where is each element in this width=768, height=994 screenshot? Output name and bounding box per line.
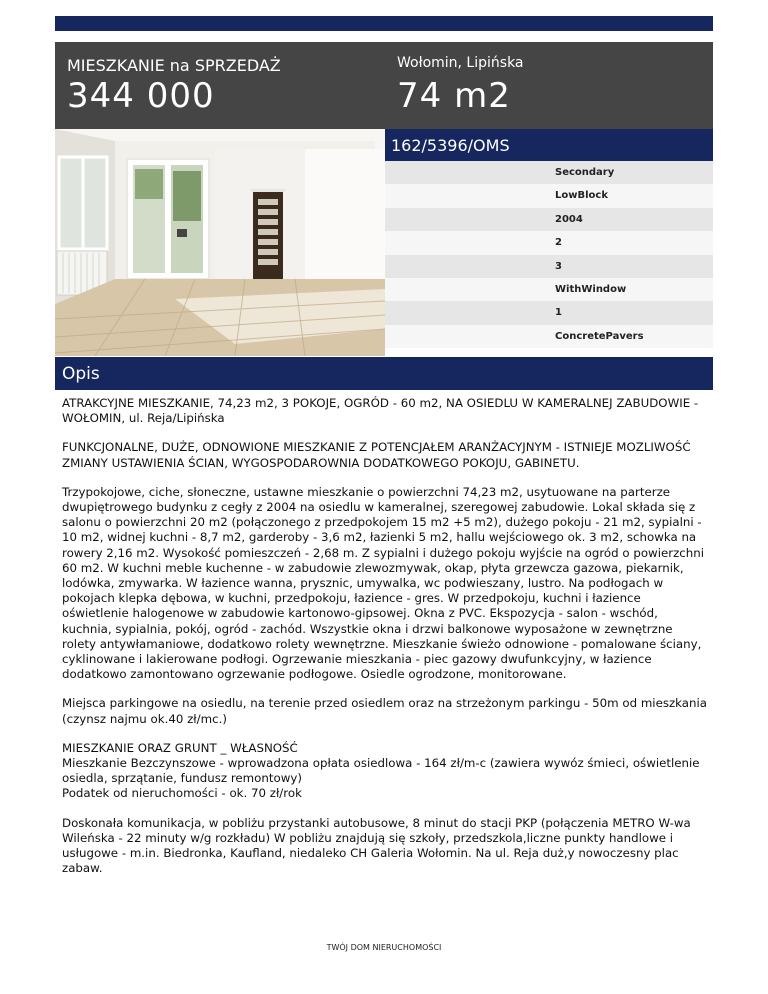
param-row-year <box>385 208 713 231</box>
price: 344 000 <box>67 76 215 116</box>
property-photo <box>55 129 385 356</box>
description-paragraph: Doskonała komunikacja, w pobliżu przystanki autobusowe, 8 minut do stacji PKP (połączenia METRO W-wa Wileńska - 22 minuty w/g rozkładu) W pobliżu znajdują się szkoły, przedszkola,liczne punkty handlowe i usługowe - m.in. Biedronka, Kaufland, niedaleko CH Galeria Wołomin. Na ul. Reja duż,y nowoczesny plac zabaw. <box>62 815 691 876</box>
description-paragraph: FUNKCJONALNE, DUŻE, ODNOWIONE MIESZKANIE Z POTENCJAŁEM ARANŻACYJNYM - ISTNIEJE MOZLIWOŚĆ ZMIANY USTAWIENIA ŚCIAN, WYGOSPODAROWNIA DODATKOWEGO POKOJU, GABINETU. <box>62 440 691 470</box>
description-paragraph: ATRAKCYJNE MIESZKANIE, 74,23 m2, 3 POKOJE, OGRÓD - 60 m2, NA OSIEDLU W KAMERALNEJ ZABUDOWIE - WOŁOMIN, ul. Reja/Lipińska <box>62 396 699 426</box>
param-row-floors <box>385 231 713 254</box>
description-paragraph: MIESZKANIE ORAZ GRUNT _ WŁASNOŚĆ Mieszkanie Bezczynszowe - wprowadzona opłata osiedlowa - 164 zł/m-c (zawiera wywóz śmieci, oświetlenie osiedla, sprzątanie, fundusz remontowy) Podatek od nieruchomości - ok. 70 zł/rok <box>62 740 700 801</box>
param-row-access-road <box>385 325 713 348</box>
header-right <box>397 42 697 129</box>
header-left <box>67 42 387 129</box>
footer-agency: TWÓJ DOM NIERUCHOMOŚCI <box>326 943 442 952</box>
param-value: ConcretePavers <box>555 330 644 342</box>
reference-number: 162/5396/OMS <box>391 136 510 155</box>
param-row-rooms <box>385 255 713 278</box>
param-row-kitchen <box>385 278 713 301</box>
description-paragraph: Miejsca parkingowe na osiedlu, na terenie przed osiedlem oraz na strzeżonym parkingu - 50m od mieszkania (czynsz najmu ok.40 zł/mc.) <box>62 696 708 726</box>
reference-bar <box>385 129 713 161</box>
section-title: Opis <box>62 364 100 384</box>
param-value: 2 <box>555 237 562 249</box>
param-value: WithWindow <box>555 283 627 295</box>
offer-type: MIESZKANIE na SPRZEDAŻ <box>67 56 281 75</box>
param-row-bathrooms <box>385 301 713 324</box>
param-row-building-type <box>385 184 713 207</box>
listing-header <box>55 42 713 129</box>
location: Wołomin, Lipińska <box>397 55 524 71</box>
top-accent-bar <box>55 16 713 31</box>
description-section-header <box>55 357 713 390</box>
param-value: 1 <box>555 307 562 319</box>
area: 74 m2 <box>397 76 511 116</box>
param-value: 2004 <box>555 213 583 225</box>
param-value: LowBlock <box>555 190 608 202</box>
parameters-table <box>385 161 713 348</box>
description-body <box>62 396 710 890</box>
param-row-market <box>385 161 713 184</box>
param-value: 3 <box>555 260 562 272</box>
param-value: Secondary <box>555 167 615 178</box>
description-paragraph: Trzypokojowe, ciche, słoneczne, ustawne mieszkanie o powierzchni 74,23 m2, usytuowane na parterze dwupiętrowego budynku z cegły z 2004 na osiedlu w kameralnej, szeregowej zabudowie. Lokal składa się z salonu o powierzchni 20 m2 (połączonego z przedpokojem 15 m2 +5 m2), dużego pokoju - 21 m2, sypialni - 10 m2, widnej kuchni - 8,7 m2, garderoby - 3,6 m2, łazienki 5 m2, hallu wejściowego ok. 3 m2, schowka na rowery 2,16 m2. Wysokość pomieszczeń - 2,68 m. Z sypialni i dużego pokoju wyjście na ogród o powierzchni 60 m2. W kuchni meble kuchenne - w zabudowie zlewozmywak, okap, płyta grzewcza gazowa, piekarnik, lodówka, zmywarka. W łazience wanna, prysznic, umywalka, wc podwieszany, lustro. Na podłogach w pokojach klepka dębowa, w kuchni, przedpokoju, łazience - gres. W przedpokoju, kuchni i łazience oświetlenie halogenowe w zabudowie kartonowo-gipsowej. Okna z PVC. Ekspozycja - salon - wschód, kuchnia, sypialnia, pokój, ogród - zachód. Wszystkie okna i drzwi balkonowe wyposażone w zewnętrzne rolety antywłamaniowe, dodatkowo rolety wewnętrzne. Mieszkanie świeżo odnowione - pomalowane ściany, cyklinowane i lakierowane podłogi. Ogrzewanie mieszkania - piec gazowy dwufunkcyjny, w łazience dodatkowo zamontowano ogrzewanie podłogowe. Osiedle ogrodzone, monitorowane. <box>62 484 704 682</box>
